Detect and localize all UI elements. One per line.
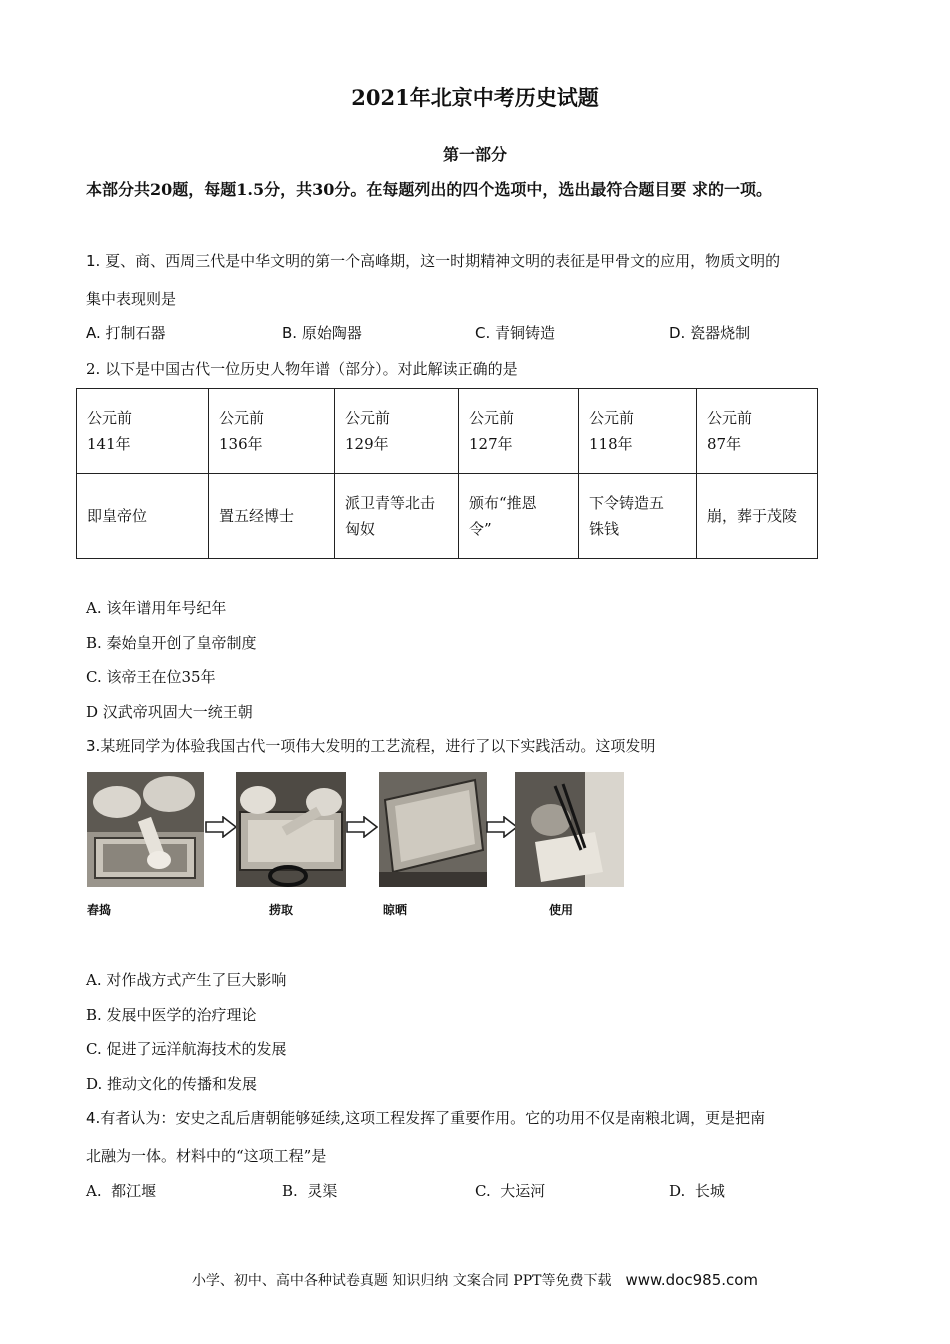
table-cell: 颁布“推恩 令” bbox=[459, 474, 579, 559]
table-cell: 崩，葬于茂陵 bbox=[697, 474, 818, 559]
arrow-right-icon bbox=[346, 816, 378, 838]
table-row-events bbox=[77, 474, 818, 559]
footer-text: 小学、初中、高中各种试卷真题 知识归纳 文案合同 PPT等免费下载 bbox=[191, 1273, 612, 1289]
question-4-option-b: B. 灵渠 bbox=[282, 1182, 338, 1200]
question-4-option-d: D. 长城 bbox=[669, 1182, 725, 1200]
question-1-number: 1. bbox=[86, 252, 101, 270]
question-3-option-d: D. 推动文化的传播和发展 bbox=[86, 1075, 258, 1093]
table-cell: 公元前 118年 bbox=[579, 389, 697, 474]
question-2-stem: 2. 以下是中国古代一位历史人物年谱（部分）。对此解读正确的是 bbox=[86, 360, 518, 378]
question-4-number: 4. bbox=[86, 1109, 101, 1127]
process-photo-drying bbox=[379, 772, 487, 887]
question-2-option-c: C. 该帝王在位35年 bbox=[86, 668, 216, 686]
table-row-years bbox=[77, 389, 818, 474]
question-1-option-c: C. 青铜铸造 bbox=[475, 324, 556, 342]
question-3-stem: 3.某班同学为体验我国古代一项伟大发明的工艺流程，进行了以下实践活动。这项发明 bbox=[86, 737, 656, 755]
question-4-option-c: C. 大运河 bbox=[475, 1182, 546, 1200]
table-cell: 下令铸造五 铢钱 bbox=[579, 474, 697, 559]
part-instructions: 本部分共20题，每题1.5分，共30分。在每题列出的四个选项中，选出最符合题目要 求的一项。 bbox=[86, 180, 772, 199]
footer-link[interactable]: www.doc985.com bbox=[625, 1271, 759, 1289]
question-1-option-a: A. 打制石器 bbox=[86, 324, 166, 342]
question-3-number: 3. bbox=[86, 737, 101, 755]
question-3-option-b: B. 发展中医学的治疗理论 bbox=[86, 1006, 257, 1024]
arrow-right-icon bbox=[486, 816, 518, 838]
table-cell: 公元前 87年 bbox=[697, 389, 818, 474]
question-1-option-d: D. 瓷器烧制 bbox=[669, 324, 751, 342]
caption-using: 使用 bbox=[549, 903, 574, 917]
question-3-option-c: C. 促进了远洋航海技术的发展 bbox=[86, 1040, 287, 1058]
process-photo-pounding bbox=[87, 772, 204, 887]
question-2-option-a: A. 该年谱用年号纪年 bbox=[86, 599, 227, 617]
caption-scooping: 捞取 bbox=[269, 903, 294, 917]
table-cell: 派卫青等北击 匈奴 bbox=[335, 474, 459, 559]
question-1-option-b: B. 原始陶器 bbox=[282, 324, 362, 342]
question-3-option-a: A. 对作战方式产生了巨大影响 bbox=[86, 971, 287, 989]
table-cell: 置五经博士 bbox=[209, 474, 335, 559]
table-cell: 即皇帝位 bbox=[77, 474, 209, 559]
caption-pounding: 舂捣 bbox=[87, 903, 112, 917]
chronology-table bbox=[76, 388, 818, 559]
part-heading: 第一部分 bbox=[442, 145, 507, 164]
table-cell: 公元前 129年 bbox=[335, 389, 459, 474]
page-title: 2021年北京中考历史试题 bbox=[351, 85, 599, 110]
process-photo-scooping bbox=[236, 772, 346, 887]
question-2-option-d: D 汉武帝巩固大一统王朝 bbox=[86, 703, 253, 721]
question-1-line-2: 集中表现则是 bbox=[86, 290, 177, 308]
question-1-line-1: 1. 夏、商、西周三代是中华文明的第一个高峰期，这一时期精神文明的表征是甲骨文的应用，物质文明的 bbox=[86, 252, 781, 270]
table-cell: 公元前 141年 bbox=[77, 389, 209, 474]
table-cell: 公元前 136年 bbox=[209, 389, 335, 474]
question-4-option-a: A. 都江堰 bbox=[86, 1182, 157, 1200]
page-footer bbox=[0, 1270, 950, 1290]
question-4-line-1: 4.有者认为：安史之乱后唐朝能够延续,这项工程发挥了重要作用。它的功用不仅是南粮北调，更是把南 bbox=[86, 1109, 766, 1127]
question-4-line-2: 北融为一体。材料中的“这项工程”是 bbox=[86, 1147, 327, 1165]
process-photo-using bbox=[515, 772, 624, 887]
question-2-option-b: B. 秦始皇开创了皇帝制度 bbox=[86, 634, 257, 652]
table-cell: 公元前 127年 bbox=[459, 389, 579, 474]
caption-drying: 晾晒 bbox=[383, 903, 408, 917]
arrow-right-icon bbox=[205, 816, 237, 838]
